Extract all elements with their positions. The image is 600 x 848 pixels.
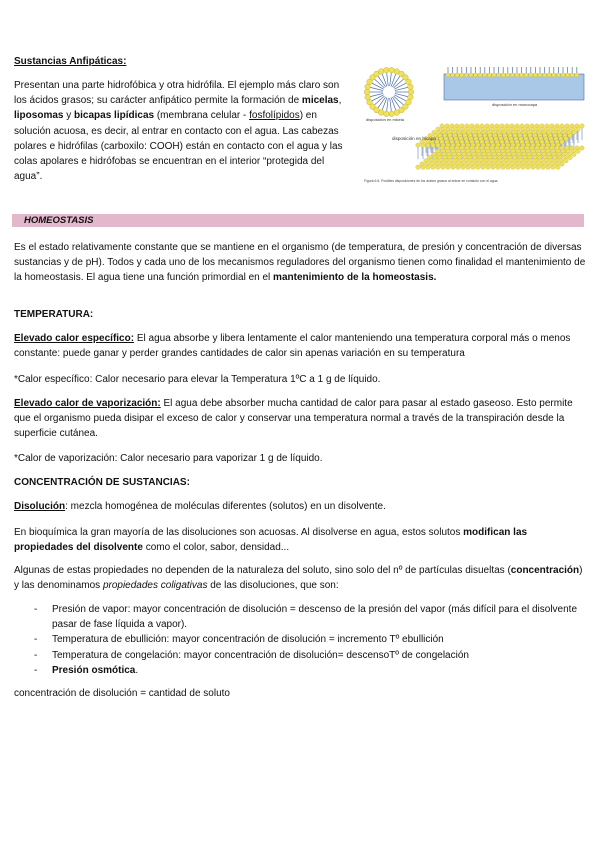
amphipathic-paragraph: Presentan una parte hidrofóbica y otra hidrófila. El ejemplo más claro son los ácidos grasos; su carácter anfipático permite la formación de micelas, liposomas y bicapas lipídicas (membrana celular - fosfolípidos) en solución acuosa, es decir, al entrar en contacto con el agua. Las cabezas polares e hidrófilas (carboxilo: COOH) están en contacto con el agua y las colas apolares e hidrófobas se encuentran en el interior “protegida del agua”. <box>14 80 343 183</box>
homeostasis-intro: Es el estado relativamente constante que se mantiene en el organismo (de temperatura, de presión y concentración de diversas sustancias y de pH). Todos y cada uno de los mecanismos reguladores del organismo tienen como finalidad el mantenimiento de la homeostasis. El agua tiene una función primordial en el mantenimiento de la homeostasis. <box>14 242 586 284</box>
calor-vaporizacion-note: *Calor de vaporización: Calor necesario para vaporizar 1 g de líquido. <box>14 453 323 464</box>
section-title-amphipathic: Sustancias Anfipáticas: <box>14 56 127 67</box>
water-container <box>444 74 584 100</box>
footer-formula: concentración de disolución = cantidad de soluto <box>14 688 230 699</box>
figure-caption: Figura 6.6. Posibles disposiciones de los ácidos grasos al entrar en contacto con el agua. <box>364 179 499 183</box>
disolucion-definition: Disolución: mezcla homogénea de moléculas diferentes (solutos) en un disolvente. <box>14 501 386 512</box>
coligative-properties-list <box>14 602 586 678</box>
term-liposomas: liposomas <box>14 110 64 122</box>
calor-especifico-paragraph: Elevado calor específico: El agua absorbe y libera lentamente el calor manteniendo una temperatura corporal más o menos constante: puede ganar y perder grandes cantidades de calor sin apenas variación en su temperatura <box>14 333 571 360</box>
label-micela: disposición en micela <box>366 117 405 122</box>
bioquimica-paragraph: En bioquímica la gran mayoría de las disoluciones son acuosas. Al disolverse en agua, estos solutos modifican las propiedades del disolvente como el color, sabor, densidad... <box>14 527 528 554</box>
homeostasis-title: HOMEOSTASIS <box>24 215 94 226</box>
term-bicapas: bicapas lipídicas <box>74 110 155 122</box>
section-title-concentracion: CONCENTRACIÓN DE SUSTANCIAS: <box>14 477 190 488</box>
homeostasis-header-band <box>12 214 584 227</box>
fatty-acid-arrangements-figure <box>362 64 588 192</box>
term-fosfolipidos: fosfolípidos <box>249 110 300 122</box>
label-bicapa: disposición en bicapa <box>392 136 436 141</box>
list-item: - Temperatura de ebullición: mayor concentración de disolución = incremento Tº ebullición <box>34 634 444 646</box>
propiedades-coligativas-paragraph: Algunas de estas propiedades no dependen de la naturaleza del soluto, sino solo del nº de partículas disueltas (concentración) y las denominamos propiedades coligativas de las disoluciones, que son: <box>14 565 583 592</box>
bilayer-illustration <box>416 124 584 170</box>
label-monocapa: disposición en monocapa <box>492 102 538 107</box>
term-micelas: micelas <box>301 95 339 107</box>
micelle-illustration <box>364 67 414 116</box>
calor-vaporizacion-paragraph: Elevado calor de vaporización: El agua debe absorber mucha cantidad de calor para pasar al estado gaseoso. Esto permite que el organismo pueda disipar el exceso de calor y conservar una temperatura normal a través de la transpiración desde la superficie cutánea. <box>14 398 573 440</box>
list-item: - Presión de vapor: mayor concentración de disolución = descenso de la presión del vapor (más difícil para el disolvente pasar de fase líquida a vapor). <box>34 604 578 631</box>
monolayer-illustration <box>444 67 584 100</box>
list-item: - Presión osmótica. <box>34 664 139 676</box>
section-title-temperatura: TEMPERATURA: <box>14 309 94 320</box>
calor-especifico-note: *Calor específico: Calor necesario para elevar la Temperatura 1ºC a 1 g de líquido. <box>14 374 381 385</box>
list-item: - Temperatura de congelación: mayor concentración de disolución= descensoTº de congelación <box>34 649 469 661</box>
